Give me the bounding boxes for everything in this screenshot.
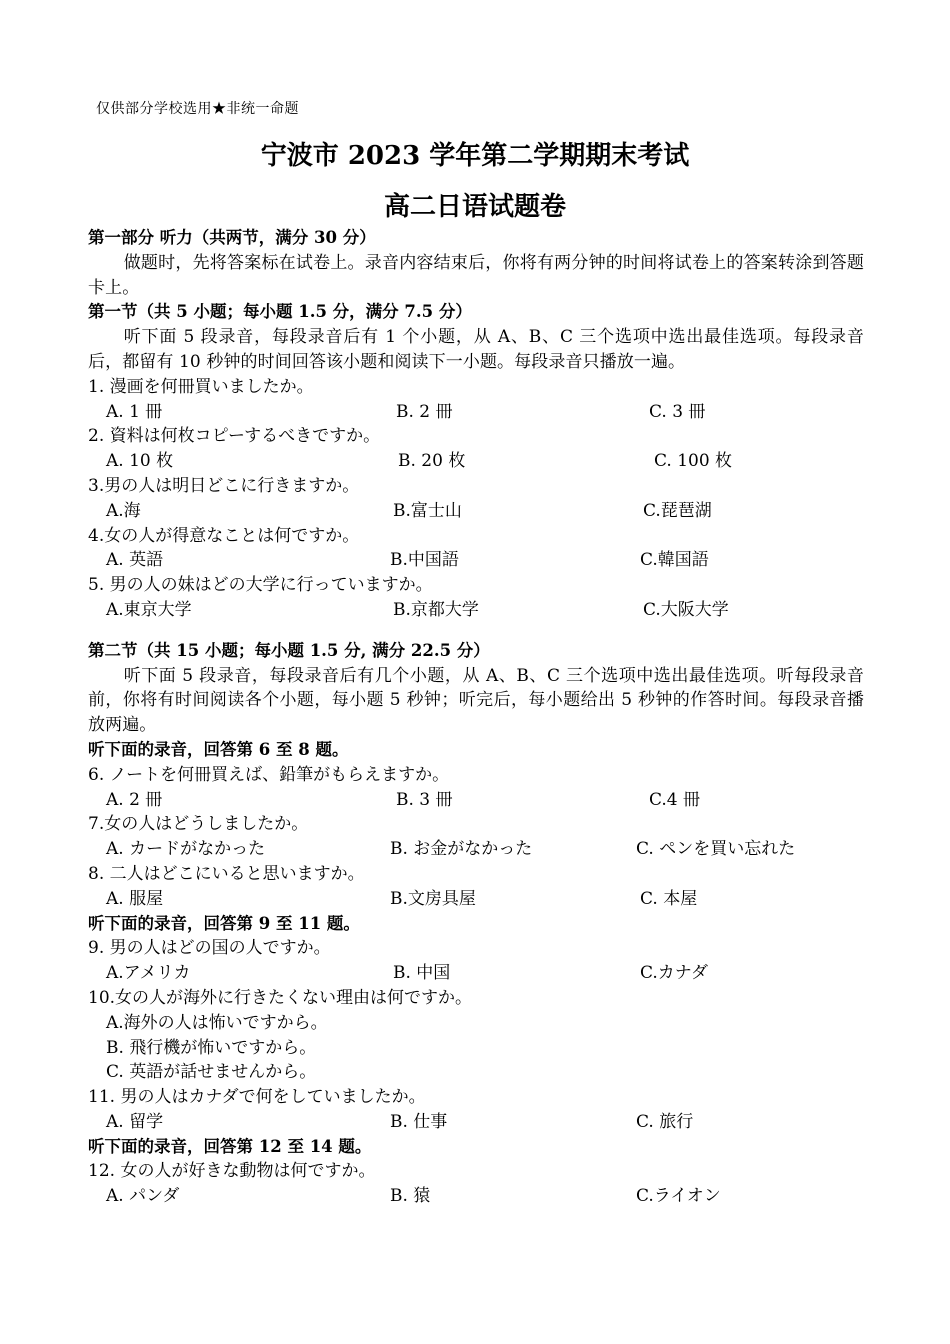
- question-2: 2. 資料は何枚コピーするべきですか。: [88, 426, 381, 447]
- option-a: A. カードがなかった: [106, 839, 266, 860]
- exam-title: 宁波市 2023 学年第二学期期末考试: [260, 141, 690, 171]
- options-1: [88, 400, 864, 425]
- option-a: A.海外の人は怖いですから。: [106, 1012, 328, 1033]
- option-c: C.琵琶湖: [643, 500, 712, 521]
- question-3: 3.男の人は明日どこに行きますか。: [88, 475, 360, 496]
- section1-instruction: 听下面 5 段录音，每段录音后有 1 个小题，从 A、B、C 三个选项中选出最佳选项。每段录音后，都留有 10 秒钟的时间回答该小题和阅读下一小题。每段录音只播放一遍。: [88, 327, 864, 372]
- option-a: A. 英語: [106, 550, 164, 571]
- question-12: 12. 女の人が好きな動物は何ですか。: [88, 1161, 376, 1182]
- option-c: C.4 冊: [649, 789, 701, 810]
- question-6: 6. ノートを何冊買えば、鉛筆がもらえますか。: [88, 764, 450, 785]
- option-b: B.富士山: [393, 500, 462, 521]
- question-4: 4.女の人が得意なことは何ですか。: [88, 525, 360, 546]
- option-c: C. 英語が話せませんから。: [106, 1062, 317, 1083]
- option-b: B.京都大学: [393, 599, 479, 620]
- option-b: B. 中国: [393, 963, 451, 984]
- options-8: [88, 887, 864, 912]
- options-6: [88, 788, 864, 813]
- question-10: 10.女の人が海外に行きたくない理由は何ですか。: [88, 987, 473, 1008]
- exam-content: [88, 226, 864, 1209]
- option-b: B.文房具屋: [390, 888, 476, 909]
- usage-note: 仅供部分学校选用★非统一命题: [96, 101, 299, 117]
- question-9: 9. 男の人はどの国の人ですか。: [88, 938, 331, 959]
- group-heading-9-11: 听下面的录音，回答第 9 至 11 题。: [88, 913, 360, 933]
- options-7: [88, 837, 864, 862]
- options-5: [88, 598, 864, 623]
- section2-heading: 第二节（共 15 小题；每小题 1.5 分, 满分 22.5 分）: [88, 640, 490, 660]
- section2-instruction: 听下面 5 段录音，每段录音后有几个小题，从 A、B、C 三个选项中选出最佳选项。听每段录音前，你将有时间阅读各个小题，每小题 5 秒钟；听完后，每小题给出 5 秒钟的作答时间。每段录音播放两遍。: [88, 665, 864, 736]
- group-heading-6-8: 听下面的录音，回答第 6 至 8 题。: [88, 739, 349, 759]
- option-a: A.アメリカ: [106, 963, 191, 984]
- option-a: A. 10 枚: [106, 451, 174, 472]
- part1-heading: 第一部分 听力（共两节，满分 30 分）: [88, 228, 376, 247]
- option-a: A.東京大学: [106, 599, 192, 620]
- option-c: C. 100 枚: [654, 451, 733, 472]
- option-a: A.海: [106, 500, 141, 521]
- option-c: C. 3 冊: [649, 401, 706, 422]
- option-c: C.韓国語: [640, 550, 709, 571]
- exam-subtitle: 高二日语试题卷: [383, 192, 566, 222]
- option-b: B. お金がなかった: [390, 839, 533, 860]
- option-b: B. 猿: [390, 1186, 431, 1207]
- option-c: C. ペンを買い忘れた: [636, 839, 796, 860]
- question-1: 1. 漫画を何冊買いましたか。: [88, 376, 314, 397]
- part1-instruction: 做题时，先将答案标在试卷上。录音内容结束后，你将有两分钟的时间将试卷上的答案转涂到答题卡上。: [88, 252, 864, 298]
- option-b: B. 仕事: [390, 1111, 448, 1132]
- option-b: B. 2 冊: [396, 401, 453, 422]
- option-a: A. 2 冊: [106, 789, 163, 810]
- option-c: C.カナダ: [640, 963, 708, 984]
- question-8: 8. 二人はどこにいると思いますか。: [88, 863, 365, 884]
- question-11: 11. 男の人はカナダで何をしていましたか。: [88, 1087, 426, 1108]
- question-5: 5. 男の人の妹はどの大学に行っていますか。: [88, 575, 433, 596]
- option-a: A. 服屋: [106, 888, 164, 909]
- question-7: 7.女の人はどうしましたか。: [88, 814, 309, 835]
- section1-heading: 第一节（共 5 小题；每小题 1.5 分，满分 7.5 分）: [88, 302, 472, 322]
- options-11: [88, 1110, 864, 1135]
- options-2: [88, 449, 864, 474]
- option-c: C.大阪大学: [643, 599, 729, 620]
- option-c: C.ライオン: [636, 1186, 721, 1207]
- options-9: [88, 961, 864, 986]
- option-b: B. 20 枚: [398, 451, 466, 472]
- option-b: B.中国語: [390, 550, 459, 571]
- options-12: [88, 1184, 864, 1209]
- option-a: A. パンダ: [106, 1186, 180, 1207]
- option-a: A. 留学: [106, 1111, 164, 1132]
- options-3: [88, 499, 864, 524]
- options-4: [88, 548, 864, 573]
- option-b: B. 3 冊: [396, 789, 453, 810]
- option-c: C. 本屋: [640, 888, 698, 909]
- option-b: B. 飛行機が怖いですから。: [106, 1037, 317, 1058]
- option-c: C. 旅行: [636, 1111, 694, 1132]
- option-a: A. 1 冊: [106, 401, 163, 422]
- group-heading-12-14: 听下面的录音，回答第 12 至 14 题。: [88, 1136, 372, 1156]
